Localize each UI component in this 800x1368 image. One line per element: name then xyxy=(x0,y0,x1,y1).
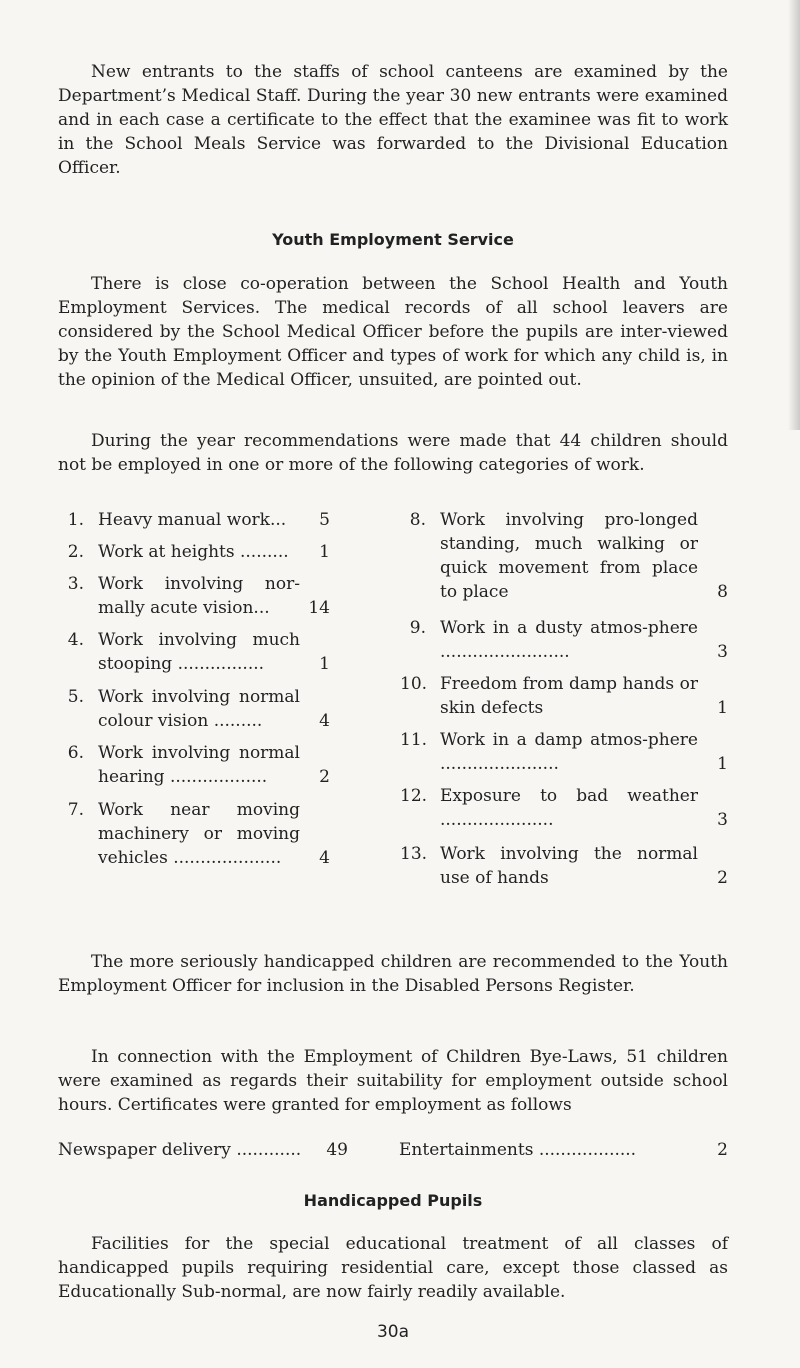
category-item xyxy=(58,685,330,733)
category-text: Freedom from damp hands or skin defects xyxy=(440,674,698,718)
paragraph-byelaws: In connection with the Employment of Children Bye-Laws, 51 children were examined as regards their suitability for employment outside school hours. Certificates were granted for employment as follows xyxy=(58,1047,728,1115)
category-count: 1 xyxy=(717,698,728,718)
category-text: Work involving normal hearing .................. xyxy=(98,743,300,787)
category-item xyxy=(400,784,728,832)
category-item xyxy=(400,508,728,604)
category-text: Work involving the normal use of hands xyxy=(440,844,698,888)
category-count: 2 xyxy=(319,767,330,787)
category-count: 14 xyxy=(308,598,330,618)
category-number: 2. xyxy=(67,542,84,562)
category-count: 4 xyxy=(319,711,330,731)
category-text: Exposure to bad weather ..................... xyxy=(440,786,698,830)
category-text: Work near moving machinery or moving vehicles .................... xyxy=(98,800,300,868)
paragraph-youth-intro: There is close co-operation between the School Health and Youth Employment Services. The medical records of all school leavers are considered by the School Medical Officer before the pupils are inter-viewed by the Youth Employment Officer and types of work for which any child is, in the opinion of the Medical Officer, unsuited, are pointed out. xyxy=(58,274,728,390)
category-count: 3 xyxy=(717,810,728,830)
category-number: 1. xyxy=(67,510,84,530)
category-text: Heavy manual work... xyxy=(98,510,287,530)
category-number: 12. xyxy=(400,786,428,806)
category-item xyxy=(58,628,330,676)
certificate-count: 2 xyxy=(717,1140,728,1160)
category-number: 13. xyxy=(400,844,428,864)
heading-youth-employment: Youth Employment Service xyxy=(272,230,514,249)
category-number: 11. xyxy=(400,730,428,750)
category-text: Work involving normal colour vision ......... xyxy=(98,687,300,731)
certificate-label: Entertainments .................. xyxy=(399,1140,637,1160)
category-text: Work in a dusty atmos-phere ........................ xyxy=(440,618,698,662)
category-count: 4 xyxy=(319,848,330,868)
certificate-item xyxy=(58,1138,348,1162)
category-text: Work involving much stooping ................ xyxy=(98,630,300,674)
category-item xyxy=(400,672,728,720)
category-number: 9. xyxy=(409,618,426,638)
category-count: 1 xyxy=(717,754,728,774)
category-count: 3 xyxy=(717,642,728,662)
paragraph-canteen: New entrants to the staffs of school canteens are examined by the Department’s Medical Staff. During the year 30 new entrants were examined and in each case a certificate to the effect that the examinee was fit to work in the School Meals Service was forwarded to the Divisional Education Officer. xyxy=(58,62,728,178)
category-count: 1 xyxy=(319,654,330,674)
category-item xyxy=(400,842,728,890)
category-text: Work involving nor-mally acute vision... xyxy=(98,574,300,618)
page-edge-shadow xyxy=(788,0,800,430)
category-count: 8 xyxy=(717,582,728,602)
category-text: Work involving pro-longed standing, much walking or quick movement from place to place xyxy=(440,510,698,602)
categories-list xyxy=(58,508,728,928)
category-text: Work in a damp atmos-phere ...................... xyxy=(440,730,698,774)
category-item xyxy=(58,741,330,789)
category-item xyxy=(58,540,330,564)
certificate-label: Newspaper delivery ............ xyxy=(58,1140,302,1160)
paragraph-recommendations: During the year recommendations were made that 44 children should not be employed in one or more of the following categories of work. xyxy=(58,431,728,475)
category-number: 4. xyxy=(67,630,84,650)
category-text: Work at heights ......... xyxy=(98,542,289,562)
category-number: 10. xyxy=(400,674,428,694)
category-number: 8. xyxy=(409,510,426,530)
category-number: 7. xyxy=(67,800,84,820)
heading-handicapped-pupils: Handicapped Pupils xyxy=(303,1191,483,1210)
category-number: 6. xyxy=(67,743,84,763)
paragraph-handicapped-register: The more seriously handicapped children are recommended to the Youth Employment Officer for inclusion in the Disabled Persons Register. xyxy=(58,952,728,996)
category-number: 5. xyxy=(67,687,84,707)
category-count: 1 xyxy=(319,542,330,562)
category-item xyxy=(400,728,728,776)
category-item xyxy=(58,508,330,532)
certificate-item xyxy=(399,1138,728,1162)
certificate-count: 49 xyxy=(326,1140,348,1160)
category-item xyxy=(58,572,330,620)
paragraph-facilities: Facilities for the special educational treatment of all classes of handicapped pupils requiring residential care, except those classed as Educationally Sub-normal, are now fairly readily available. xyxy=(58,1234,728,1302)
category-item xyxy=(400,616,728,664)
category-count: 2 xyxy=(717,868,728,888)
page-number: 30a xyxy=(376,1322,410,1342)
category-item xyxy=(58,798,330,870)
category-count: 5 xyxy=(319,510,330,530)
category-number: 3. xyxy=(67,574,84,594)
